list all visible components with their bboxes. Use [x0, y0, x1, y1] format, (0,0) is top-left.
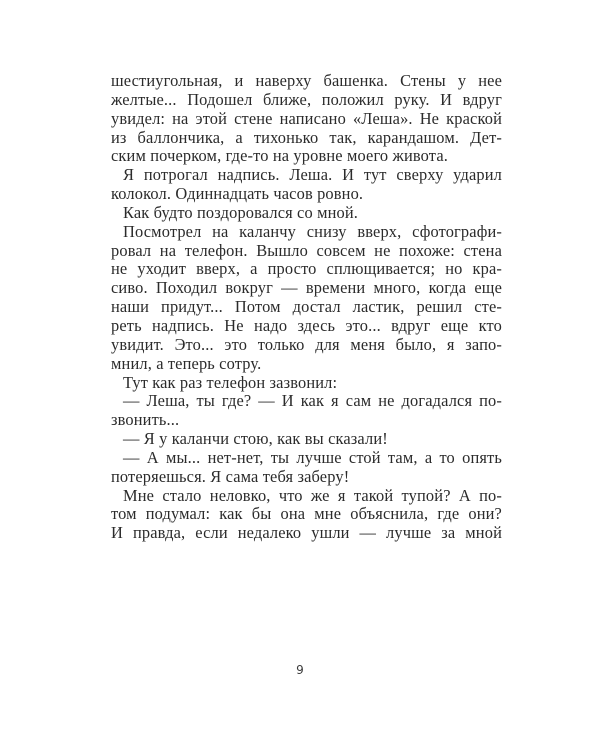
text-line: Мне стало неловко, что же я такой тупой? А по- — [123, 486, 502, 505]
text-line: шестиугольная, и наверху башенка. Стены у нее — [111, 72, 502, 90]
text-line: наши придут... Потом достал ластик, решил сте- — [111, 298, 502, 317]
text-line: Посмотрел на каланчу снизу вверх, сфотографи- — [123, 222, 502, 241]
text-line: — Я у каланчи стою, как вы сказали! — [123, 430, 388, 449]
text-line: колокол. Одиннадцать часов ровно. — [111, 185, 364, 204]
page-number: 9 — [296, 663, 304, 677]
text-line: мнил, а теперь сотру. — [111, 354, 262, 373]
text-line: потеряешься. Я сама тебя заберу! — [111, 467, 350, 486]
text-line: Я потрогал надпись. Леша. И тут сверху ударил — [123, 166, 502, 185]
text-line: — Леша, ты где? — И как я сам не догадался по- — [123, 392, 502, 411]
body-text — [111, 72, 502, 543]
text-line: увидит. Это... это только для меня было, я запо- — [111, 335, 502, 354]
text-line: ским почерком, где-то на уровне моего живота. — [111, 147, 448, 166]
text-line: сиво. Походил вокруг — времени много, когда еще — [111, 279, 502, 298]
text-line: том подумал: как бы она мне объяснила, где они? — [111, 505, 502, 524]
text-line: звонить... — [111, 411, 180, 430]
text-line: желтые... Подошел ближе, положил руку. И вдруг — [111, 90, 502, 109]
text-line: Тут как раз телефон зазвонил: — [123, 373, 338, 392]
text-line: Как будто поздоровался со мной. — [123, 203, 359, 222]
text-line: ровал на телефон. Вышло совсем не похоже: стена — [111, 241, 502, 260]
text-line: реть надпись. Не надо здесь это... вдруг еще кто — [111, 316, 502, 335]
text-line: увидел: на этой стене написано «Леша». Не краской — [111, 109, 502, 128]
text-line: — А мы... нет-нет, ты лучше стой там, а то опять — [123, 448, 502, 467]
text-line: из баллончика, а тихонько так, карандашом. Дет- — [111, 128, 502, 147]
text-line: И правда, если недалеко ушли — лучше за мной — [111, 524, 502, 543]
text-line: не уходит вверх, а просто сплющивается; но кра- — [111, 260, 502, 279]
